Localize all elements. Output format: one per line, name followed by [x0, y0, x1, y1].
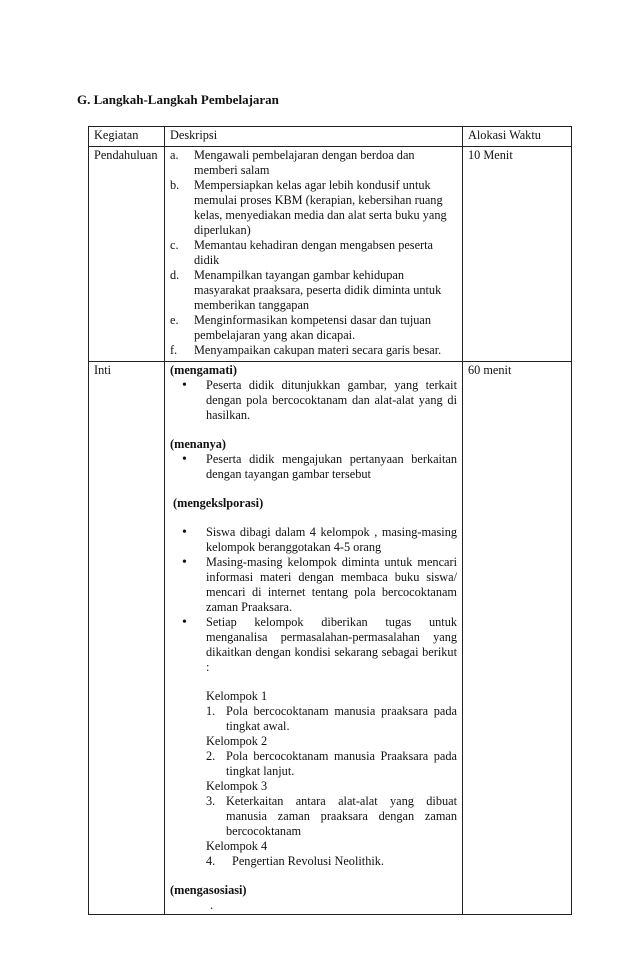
table-header-row — [89, 127, 572, 147]
kelompok-task — [206, 794, 457, 839]
menanya-list — [170, 452, 457, 482]
list-item — [170, 268, 457, 313]
list-marker: e. — [170, 313, 179, 327]
list-item — [182, 525, 457, 555]
stage-mengeksplorasi-title: (mengekslporasi) — [173, 496, 264, 510]
header-kegiatan: Kegiatan — [89, 127, 165, 147]
task-text: Pola bercocoktanam manusia Praaksara pada tingkat lanjut. — [226, 749, 457, 778]
table-row-pendahuluan — [89, 147, 572, 362]
list-text: Menyampaikan cakupan materi secara garis besar. — [194, 343, 442, 357]
list-item — [170, 313, 457, 343]
trailing-dot: . — [210, 898, 214, 912]
mengamati-list — [170, 378, 457, 423]
list-item — [182, 615, 457, 675]
task-number: 1. — [206, 704, 216, 718]
cell-kegiatan-inti: Inti — [89, 362, 165, 915]
stage-mengamati-title: (mengamati) — [170, 363, 237, 377]
list-item — [182, 555, 457, 615]
bullet-icon: • — [182, 615, 187, 630]
bullet-icon: • — [182, 555, 187, 570]
table-row-inti — [89, 362, 572, 915]
kelompok-task — [206, 704, 457, 734]
kelompok-label: Kelompok 4 — [206, 839, 268, 853]
list-text: Peserta didik ditunjukkan gambar, yang terkait dengan pola bercocoktanam dan alat-alat yang di hasilkan. — [206, 378, 457, 422]
list-marker: a. — [170, 148, 179, 162]
stage-menanya-title: (menanya) — [170, 437, 227, 451]
task-number: 4. — [206, 854, 216, 868]
list-text: Menginformasikan kompetensi dasar dan tujuan pembelajaran yang akan dicapai. — [194, 313, 431, 342]
kelompok-label: Kelompok 3 — [206, 779, 268, 793]
list-item — [170, 343, 457, 358]
pendahuluan-list — [170, 148, 457, 358]
bullet-icon: • — [182, 525, 187, 540]
list-text: Setiap kelompok diberikan tugas untuk menganalisa permasalahan-permasalahan yang dikaitkan dengan kondisi sekarang sebagai berikut : — [206, 615, 457, 674]
mengeksplorasi-list — [170, 525, 457, 675]
list-item — [170, 148, 457, 178]
kelompok-label: Kelompok 1 — [206, 689, 268, 703]
task-text: Pengertian Revolusi Neolithik. — [232, 854, 384, 868]
header-deskripsi: Deskripsi — [165, 127, 463, 147]
section-heading: G. Langkah-Langkah Pembelajaran — [77, 92, 279, 107]
list-text: Siswa dibagi dalam 4 kelompok , masing-masing kelompok beranggotakan 4-5 orang — [206, 525, 457, 554]
list-item — [170, 238, 457, 268]
list-text: Memantau kehadiran dengan mengabsen peserta didik — [194, 238, 434, 267]
stage-mengasosiasi-title: (mengasosiasi) — [170, 883, 247, 897]
task-text: Pola bercocoktanam manusia praaksara pada tingkat awal. — [226, 704, 457, 733]
list-text: Mengawali pembelajaran dengan berdoa dan memberi salam — [194, 148, 415, 177]
list-marker: b. — [170, 178, 180, 192]
header-alokasi-waktu: Alokasi Waktu — [463, 127, 572, 147]
list-text: Menampilkan tayangan gambar kehidupan masyarakat praaksara, peserta didik diminta untuk memberikan tanggapan — [194, 268, 442, 312]
list-text: Mempersiapkan kelas agar lebih kondusif untuk memulai proses KBM (kerapian, kebersihan ruang kelas, menyediakan media dan alat serta buku yang diperlukan) — [194, 178, 447, 237]
list-marker: f. — [170, 343, 178, 357]
kelompok-task — [206, 749, 457, 779]
task-number: 3. — [206, 794, 216, 808]
list-item — [182, 378, 457, 423]
cell-deskripsi-inti — [165, 362, 463, 915]
list-marker: c. — [170, 238, 179, 252]
list-item — [170, 178, 457, 238]
list-marker: d. — [170, 268, 180, 282]
task-text: Keterkaitan antara alat-alat yang dibuat manusia zaman praaksara dengan zaman bercocoktanam — [226, 794, 457, 838]
list-text: Peserta didik mengajukan pertanyaan berkaitan dengan tayangan gambar tersebut — [206, 452, 457, 481]
lesson-steps-table — [88, 126, 572, 915]
cell-kegiatan-pendahuluan: Pendahuluan — [89, 147, 165, 362]
kelompok-label: Kelompok 2 — [206, 734, 268, 748]
kelompok-task — [206, 854, 457, 869]
list-item — [182, 452, 457, 482]
cell-deskripsi-pendahuluan — [165, 147, 463, 362]
bullet-icon: • — [182, 452, 187, 467]
cell-waktu-inti: 60 menit — [463, 362, 572, 915]
bullet-icon: • — [182, 378, 187, 393]
list-text: Masing-masing kelompok diminta untuk mencari informasi materi dengan membaca buku siswa/ mencari di internet tentang pola bercocoktanam zaman Praaksara. — [206, 555, 457, 614]
kelompok-group — [170, 689, 457, 869]
task-number: 2. — [206, 749, 216, 763]
cell-waktu-pendahuluan: 10 Menit — [463, 147, 572, 362]
